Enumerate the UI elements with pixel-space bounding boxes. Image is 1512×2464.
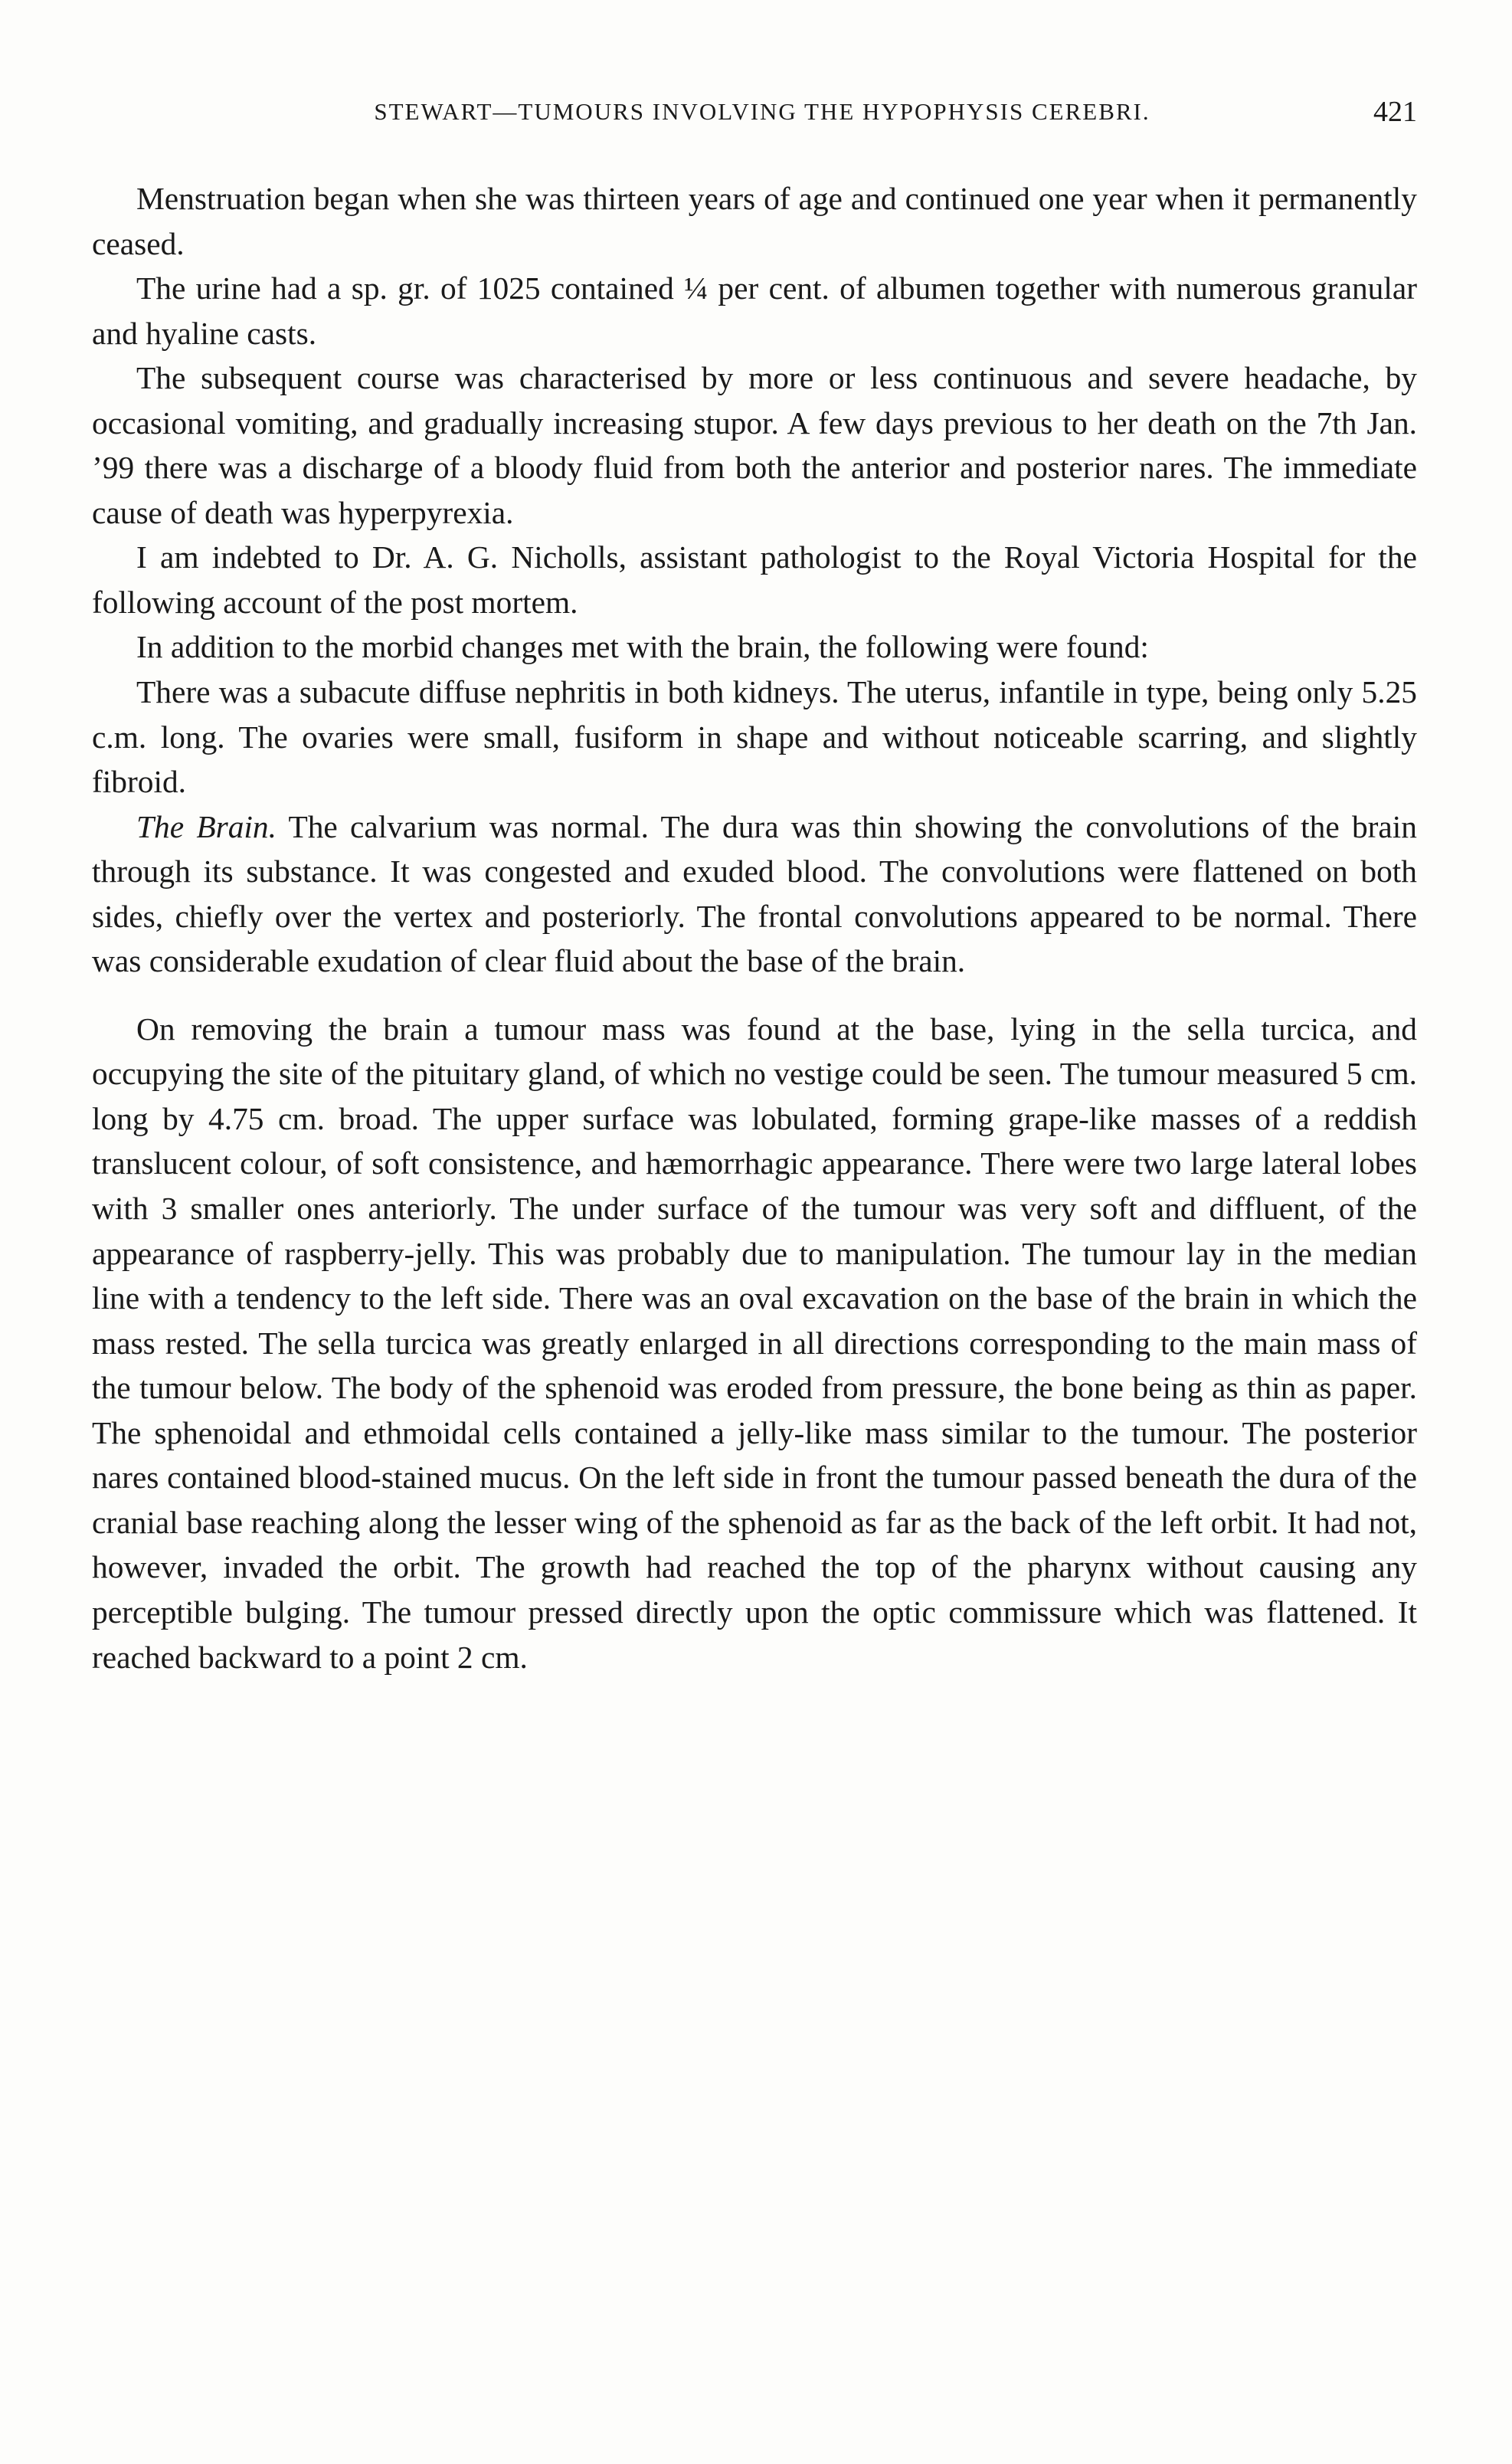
paragraph-brain [92, 804, 1417, 984]
paragraph-course: The subsequent course was characterised by more or less continuous and severe headache, by occasional vomiting, and gradually increasing stupor. A few days previous to her death on the 7th Jan. ’99 there was a discharge of a bloody fluid from both the anterior and posterior nares. The immediate cause of death was hyperpyrexia. [92, 360, 1417, 530]
paragraph-additional-findings: In addition to the morbid changes met with the brain, the following were found: [136, 629, 1149, 665]
paragraph-menstruation: Menstruation began when she was thirteen years of age and continued one year when it permanently ceased. [92, 181, 1417, 261]
brain-heading: The Brain. [136, 808, 277, 844]
brain-text: The calvarium was normal. The dura was thin showing the convolutions of the brain through its substance. It was congested and exuded blood. The convolutions were flattened on both sides, chiefly over the vertex and posteriorly. The frontal convolutions appeared to be normal. There was considerable exudation of clear fluid about the base of the brain. [92, 808, 1417, 979]
running-head: STEWART—TUMOURS INVOLVING THE HYPOPHYSIS CEREBRI. [374, 98, 1150, 125]
page-header [188, 98, 1417, 144]
paragraph-urine: The urine had a sp. gr. of 1025 contained ¼ per cent. of albumen together with numerous granular and hyaline casts. [92, 270, 1417, 351]
body-text [92, 176, 1417, 1679]
page-number: 421 [1373, 96, 1417, 128]
paragraph-kidneys-uterus: There was a subacute diffuse nephritis in both kidneys. The uterus, infantile in type, being only 5.25 c.m. long. The ovaries were small, fusiform in shape and without noticeable scarring, and slightly fibroid. [92, 674, 1417, 800]
paragraph-tumour: On removing the brain a tumour mass was found at the base, lying in the sella turcica, and occupying the site of the pituitary gland, of which no vestige could be seen. The tumour measured 5 cm. long by 4.75 cm. broad. The upper surface was lobulated, forming grape-like masses of a reddish translucent colour, of soft consistence, and hæmorrhagic appearance. There were two large lateral lobes with 3 smaller ones anteriorly. The under surface of the tumour was very soft and diffluent, of the appearance of raspberry-jelly. This was probably due to manipulation. The tumour lay in the median line with a tendency to the left side. There was an oval excavation on the base of the brain in which the mass rested. The sella turcica was greatly enlarged in all directions corresponding to the main mass of the tumour below. The body of the sphenoid was eroded from pressure, the bone being as thin as paper. The sphenoidal and ethmoidal cells contained a jelly-like mass similar to the tumour. The posterior nares contained blood-stained mucus. On the left side in front the tumour passed beneath the dura of the cranial base reaching along the lesser wing of the sphenoid as far as the back of the left orbit. It had not, however, invaded the orbit. The growth had reached the top of the pharynx without causing any perceptible bulging. The tumour pressed directly upon the optic commissure which was flattened. It reached backward to a point 2 cm. [92, 1011, 1417, 1675]
paragraph-acknowledgement: I am indebted to Dr. A. G. Nicholls, assistant pathologist to the Royal Victoria Hospital for the following account of the post mortem. [92, 539, 1417, 620]
